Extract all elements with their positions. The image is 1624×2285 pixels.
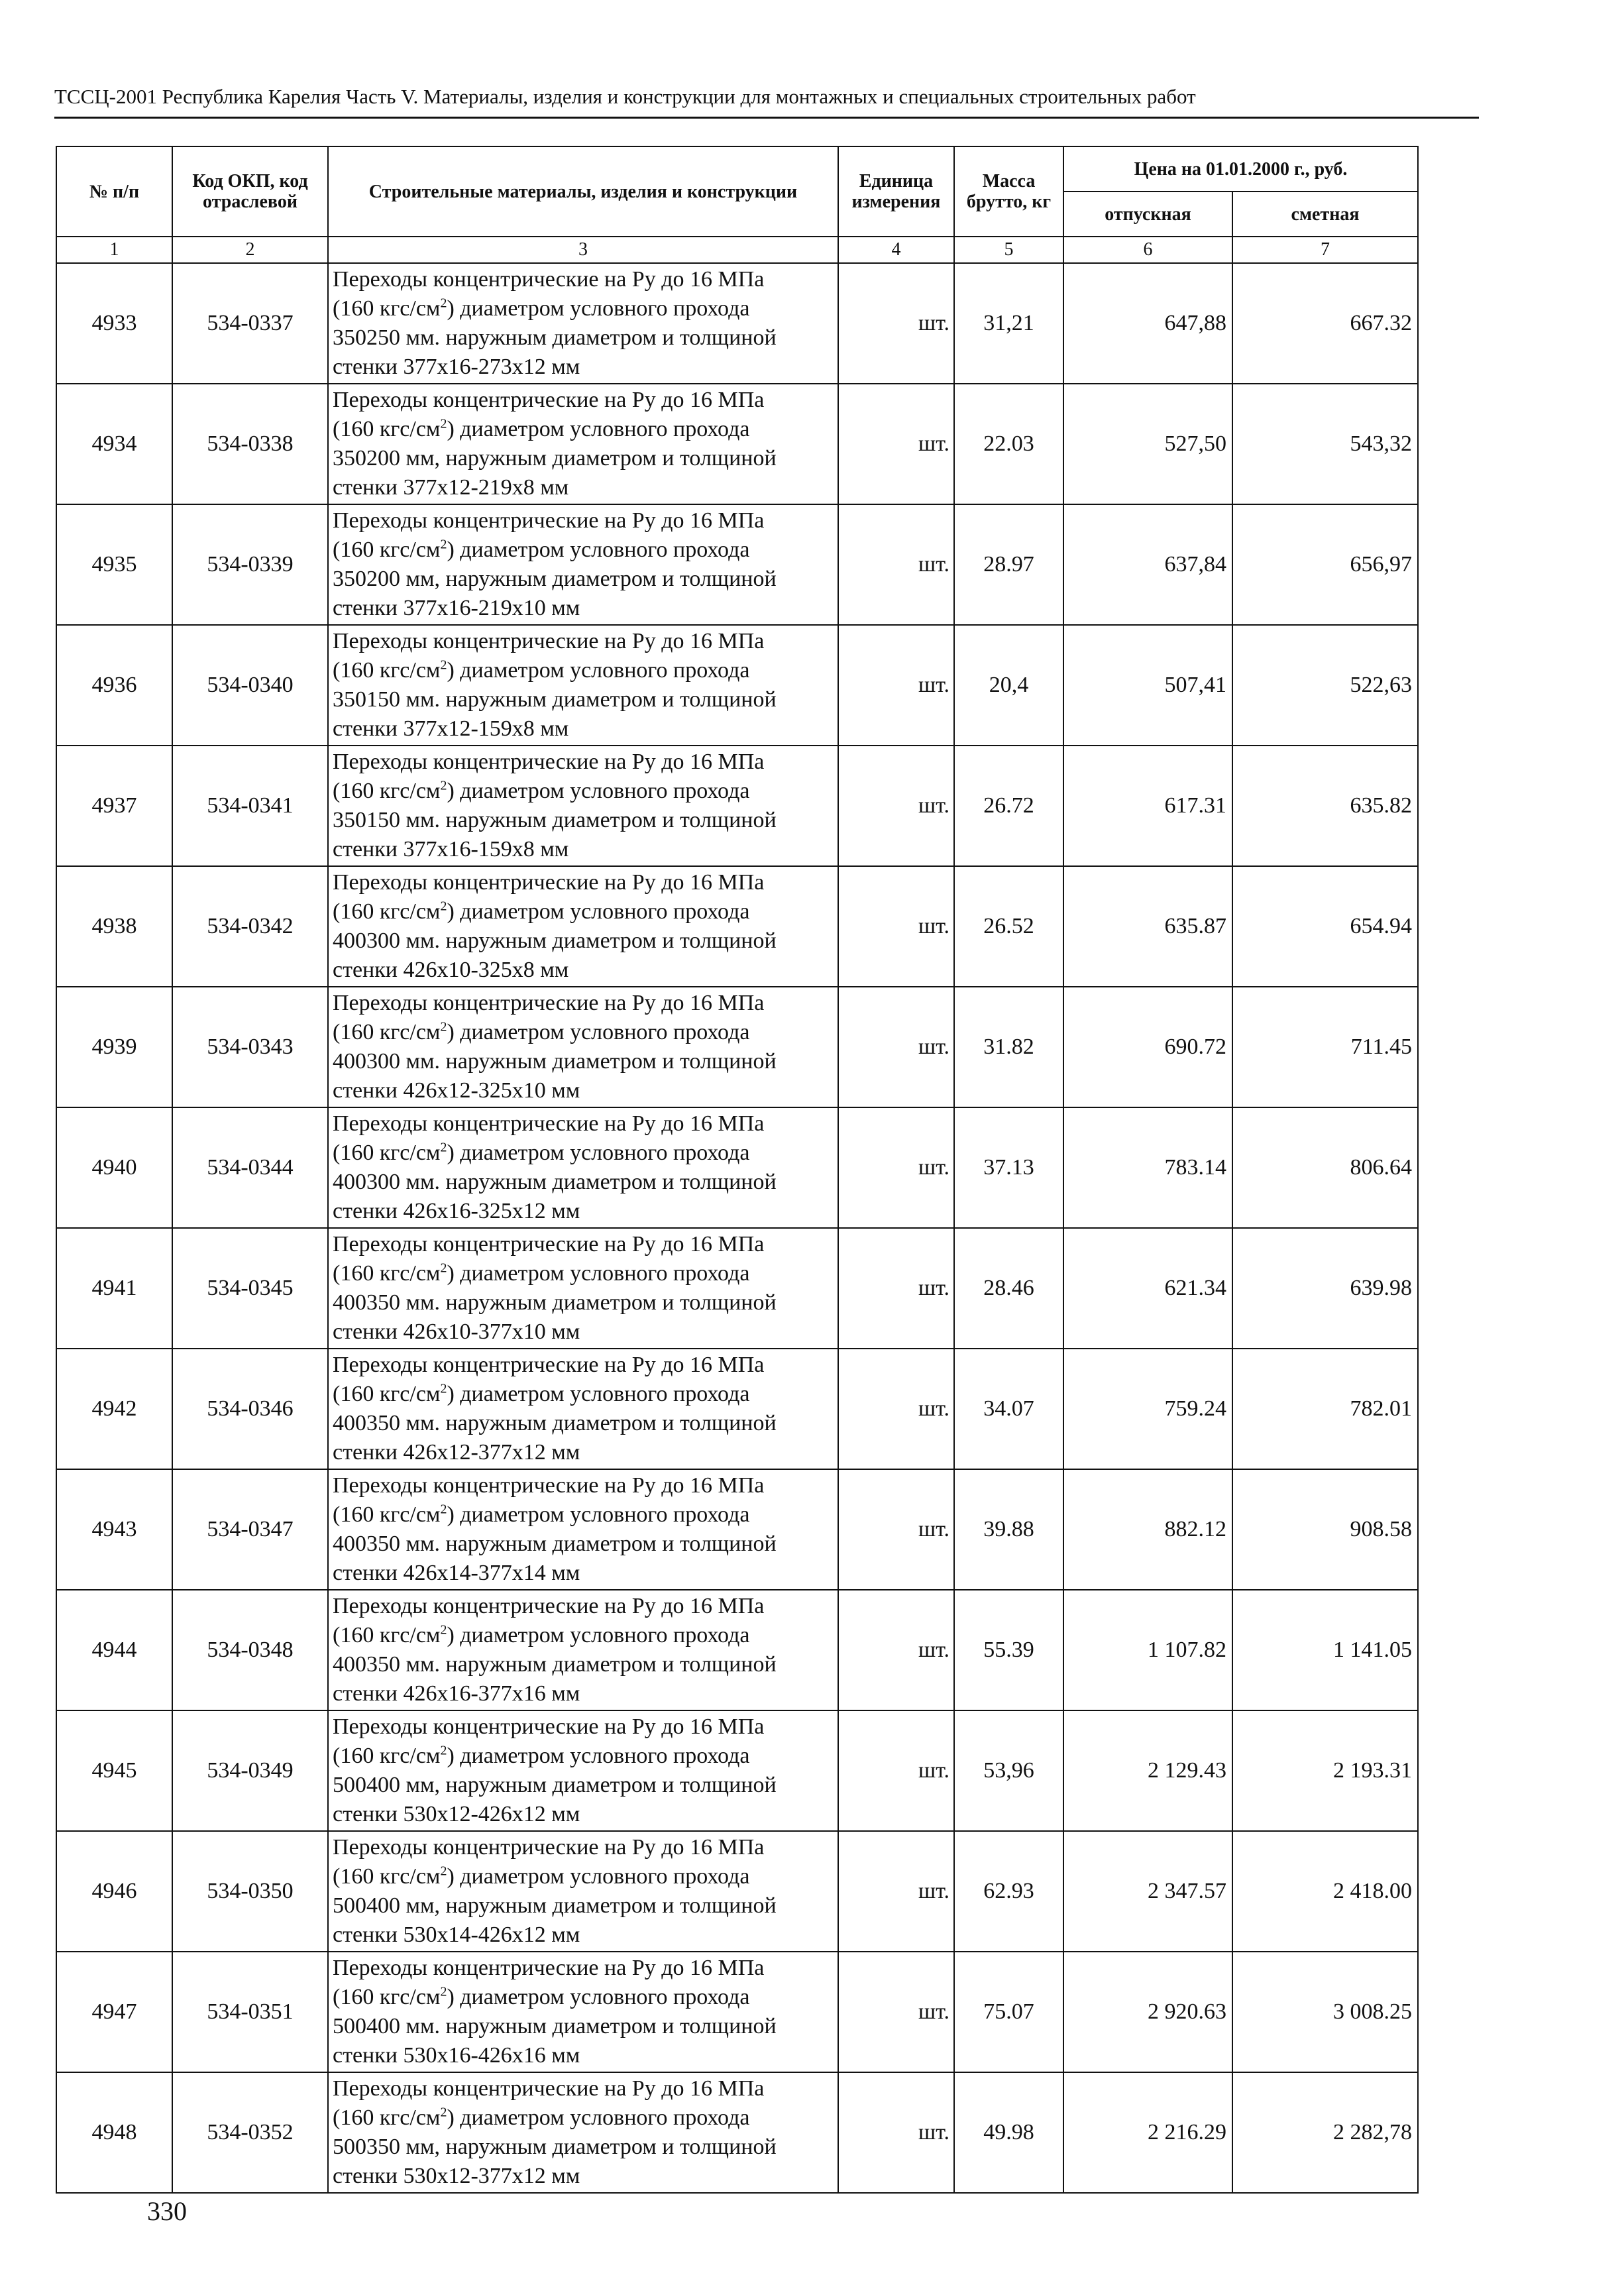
- mass: 75.07: [954, 1952, 1063, 2072]
- table-row: [56, 1952, 1418, 2072]
- desc-line: ) диаметром условного прохода: [447, 537, 750, 562]
- item-description: [328, 1228, 838, 1349]
- column-number-row: [56, 237, 1418, 263]
- superscript-2: 2: [440, 1140, 447, 1155]
- unit: шт.: [838, 263, 954, 384]
- unit: шт.: [838, 746, 954, 866]
- price-estimate: 908.58: [1232, 1469, 1418, 1590]
- column-number: 6: [1063, 237, 1232, 263]
- price-estimate: 711.45: [1232, 987, 1418, 1107]
- desc-line: Переходы концентрические на Ру до 16 МПа: [333, 1473, 765, 1498]
- row-number: 4947: [56, 1952, 172, 2072]
- price-estimate: 635.82: [1232, 746, 1418, 866]
- price-release: 635.87: [1063, 866, 1232, 987]
- mass: 49.98: [954, 2072, 1063, 2193]
- price-estimate: 782.01: [1232, 1349, 1418, 1469]
- unit: шт.: [838, 1469, 954, 1590]
- item-description: [328, 1590, 838, 1710]
- unit: шт.: [838, 625, 954, 746]
- price-estimate: 522,63: [1232, 625, 1418, 746]
- mass: 26.52: [954, 866, 1063, 987]
- price-release: 507,41: [1063, 625, 1232, 746]
- mass: 55.39: [954, 1590, 1063, 1710]
- row-number: 4940: [56, 1107, 172, 1228]
- superscript-2: 2: [440, 2105, 447, 2120]
- item-description: [328, 1107, 838, 1228]
- price-release: 783.14: [1063, 1107, 1232, 1228]
- superscript-2: 2: [440, 1622, 447, 1638]
- row-number: 4938: [56, 866, 172, 987]
- item-description: [328, 1349, 838, 1469]
- okp-code: 534-0348: [172, 1590, 328, 1710]
- table-row: [56, 1831, 1418, 1952]
- desc-line: (160 кгс/см: [333, 658, 441, 683]
- desc-line: Переходы концентрические на Ру до 16 МПа: [333, 1835, 765, 1860]
- table-body: [56, 263, 1418, 2193]
- col-header-price-estimate: сметная: [1232, 192, 1418, 237]
- mass: 62.93: [954, 1831, 1063, 1952]
- desc-line: 350200 мм, наружным диаметром и толщиной: [333, 446, 777, 471]
- table-row: [56, 866, 1418, 987]
- row-number: 4946: [56, 1831, 172, 1952]
- item-description: [328, 746, 838, 866]
- desc-line: (160 кгс/см: [333, 899, 441, 924]
- desc-line: ) диаметром условного прохода: [447, 1020, 750, 1044]
- desc-line: Переходы концентрические на Ру до 16 МПа: [333, 388, 765, 412]
- desc-line: (160 кгс/см: [333, 1020, 441, 1044]
- row-number: 4936: [56, 625, 172, 746]
- price-estimate: 2 282,78: [1232, 2072, 1418, 2193]
- superscript-2: 2: [440, 1864, 447, 1879]
- row-number: 4948: [56, 2072, 172, 2193]
- unit: шт.: [838, 2072, 954, 2193]
- mass: 26.72: [954, 746, 1063, 866]
- row-number: 4935: [56, 504, 172, 625]
- okp-code: 534-0352: [172, 2072, 328, 2193]
- row-number: 4945: [56, 1710, 172, 1831]
- unit: шт.: [838, 1349, 954, 1469]
- desc-line: 500400 мм, наружным диаметром и толщиной: [333, 1773, 777, 1797]
- okp-code: 534-0350: [172, 1831, 328, 1952]
- table-row: [56, 625, 1418, 746]
- desc-line: 500350 мм, наружным диаметром и толщиной: [333, 2135, 777, 2159]
- desc-line: ) диаметром условного прохода: [447, 1623, 750, 1647]
- item-description: [328, 1831, 838, 1952]
- mass: 31,21: [954, 263, 1063, 384]
- table-row: [56, 504, 1418, 625]
- mass: 39.88: [954, 1469, 1063, 1590]
- desc-line: 500400 мм. наружным диаметром и толщиной: [333, 2014, 777, 2038]
- column-number: 5: [954, 237, 1063, 263]
- superscript-2: 2: [440, 296, 447, 311]
- desc-line: 400350 мм. наружным диаметром и толщиной: [333, 1290, 777, 1315]
- desc-line: ) диаметром условного прохода: [447, 417, 750, 441]
- table-row: [56, 1107, 1418, 1228]
- row-number: 4933: [56, 263, 172, 384]
- okp-code: 534-0351: [172, 1952, 328, 2072]
- price-release: 690.72: [1063, 987, 1232, 1107]
- superscript-2: 2: [440, 657, 447, 673]
- page-number: 330: [147, 2196, 187, 2226]
- mass: 20,4: [954, 625, 1063, 746]
- table-row: [56, 1590, 1418, 1710]
- price-release: 2 216.29: [1063, 2072, 1232, 2193]
- price-estimate: 543,32: [1232, 384, 1418, 504]
- table-row: [56, 384, 1418, 504]
- price-estimate: 2 193.31: [1232, 1710, 1418, 1831]
- price-release: 2 920.63: [1063, 1952, 1232, 2072]
- desc-line: (160 кгс/см: [333, 1502, 441, 1527]
- price-estimate: 639.98: [1232, 1228, 1418, 1349]
- price-estimate: 1 141.05: [1232, 1590, 1418, 1710]
- unit: шт.: [838, 1831, 954, 1952]
- mass: 53,96: [954, 1710, 1063, 1831]
- price-release: 759.24: [1063, 1349, 1232, 1469]
- okp-code: 534-0346: [172, 1349, 328, 1469]
- desc-line: стенки 426х10-377х10 мм: [333, 1319, 580, 1344]
- col-header-price-release: отпускная: [1063, 192, 1232, 237]
- desc-line: ) диаметром условного прохода: [447, 1261, 750, 1286]
- header-divider: [54, 117, 1479, 119]
- desc-line: 350250 мм. наружным диаметром и толщиной: [333, 325, 777, 350]
- desc-line: стенки 426х16-325х12 мм: [333, 1199, 580, 1223]
- item-description: [328, 1469, 838, 1590]
- desc-line: (160 кгс/см: [333, 1985, 441, 2009]
- desc-line: ) диаметром условного прохода: [447, 1985, 750, 2009]
- desc-line: (160 кгс/см: [333, 1382, 441, 1406]
- desc-line: Переходы концентрические на Ру до 16 МПа: [333, 991, 765, 1015]
- item-description: [328, 384, 838, 504]
- item-description: [328, 987, 838, 1107]
- desc-line: стенки 530х14-426х12 мм: [333, 1923, 580, 1947]
- superscript-2: 2: [440, 1381, 447, 1396]
- row-number: 4944: [56, 1590, 172, 1710]
- item-description: [328, 2072, 838, 2193]
- col-header-unit: Единица измерения: [838, 146, 954, 237]
- unit: шт.: [838, 384, 954, 504]
- desc-line: (160 кгс/см: [333, 1744, 441, 1768]
- okp-code: 534-0341: [172, 746, 328, 866]
- desc-line: 400300 мм. наружным диаметром и толщиной: [333, 1049, 777, 1074]
- table-row: [56, 987, 1418, 1107]
- mass: 28.97: [954, 504, 1063, 625]
- table-row: [56, 1710, 1418, 1831]
- item-description: [328, 625, 838, 746]
- superscript-2: 2: [440, 1019, 447, 1034]
- desc-line: Переходы концентрические на Ру до 16 МПа: [333, 1956, 765, 1980]
- desc-line: 500400 мм, наружным диаметром и толщиной: [333, 1893, 777, 1918]
- column-number: 1: [56, 237, 172, 263]
- mass: 37.13: [954, 1107, 1063, 1228]
- col-header-mass: Масса брутто, кг: [954, 146, 1063, 237]
- desc-line: 400300 мм. наружным диаметром и толщиной: [333, 928, 777, 953]
- item-description: [328, 866, 838, 987]
- col-header-num: № п/п: [56, 146, 172, 237]
- desc-line: стенки 426х12-377х12 мм: [333, 1440, 580, 1465]
- row-number: 4941: [56, 1228, 172, 1349]
- okp-code: 534-0342: [172, 866, 328, 987]
- desc-line: (160 кгс/см: [333, 417, 441, 441]
- okp-code: 534-0349: [172, 1710, 328, 1831]
- desc-line: (160 кгс/см: [333, 1261, 441, 1286]
- mass: 22.03: [954, 384, 1063, 504]
- superscript-2: 2: [440, 1984, 447, 1999]
- desc-line: Переходы концентрические на Ру до 16 МПа: [333, 1111, 765, 1136]
- desc-line: 350150 мм. наружным диаметром и толщиной: [333, 808, 777, 832]
- unit: шт.: [838, 504, 954, 625]
- row-number: 4934: [56, 384, 172, 504]
- price-release: 647,88: [1063, 263, 1232, 384]
- desc-line: Переходы концентрические на Ру до 16 МПа: [333, 750, 765, 774]
- desc-line: Переходы концентрические на Ру до 16 МПа: [333, 2076, 765, 2101]
- desc-line: Переходы концентрические на Ру до 16 МПа: [333, 508, 765, 533]
- desc-line: стенки 377х12-159х8 мм: [333, 716, 569, 741]
- col-header-name: Строительные материалы, изделия и конструкции: [328, 146, 838, 237]
- price-release: 637,84: [1063, 504, 1232, 625]
- okp-code: 534-0347: [172, 1469, 328, 1590]
- desc-line: 350200 мм, наружным диаметром и толщиной: [333, 567, 777, 591]
- desc-line: 400300 мм. наружным диаметром и толщиной: [333, 1170, 777, 1194]
- desc-line: Переходы концентрические на Ру до 16 МПа: [333, 1353, 765, 1377]
- okp-code: 534-0344: [172, 1107, 328, 1228]
- superscript-2: 2: [440, 1743, 447, 1758]
- superscript-2: 2: [440, 1502, 447, 1517]
- desc-line: Переходы концентрические на Ру до 16 МПа: [333, 1594, 765, 1618]
- unit: шт.: [838, 1710, 954, 1831]
- desc-line: (160 кгс/см: [333, 2105, 441, 2130]
- desc-line: стенки 377х16-159х8 мм: [333, 837, 569, 862]
- item-description: [328, 263, 838, 384]
- row-number: 4942: [56, 1349, 172, 1469]
- desc-line: ) диаметром условного прохода: [447, 1502, 750, 1527]
- desc-line: (160 кгс/см: [333, 1623, 441, 1647]
- desc-line: ) диаметром условного прохода: [447, 1382, 750, 1406]
- desc-line: стенки 377х16-273х12 мм: [333, 355, 580, 379]
- desc-line: стенки 530х12-426х12 мм: [333, 1802, 580, 1826]
- item-description: [328, 504, 838, 625]
- table-row: [56, 746, 1418, 866]
- table-row: [56, 263, 1418, 384]
- superscript-2: 2: [440, 899, 447, 914]
- col-header-code: Код ОКП, код отраслевой: [172, 146, 328, 237]
- desc-line: ) диаметром условного прохода: [447, 1864, 750, 1889]
- item-description: [328, 1952, 838, 2072]
- column-number: 4: [838, 237, 954, 263]
- unit: шт.: [838, 1952, 954, 2072]
- price-table: [56, 146, 1419, 2194]
- unit: шт.: [838, 1107, 954, 1228]
- okp-code: 534-0345: [172, 1228, 328, 1349]
- desc-line: (160 кгс/см: [333, 1864, 441, 1889]
- desc-line: 400350 мм. наружным диаметром и толщиной: [333, 1532, 777, 1556]
- desc-line: ) диаметром условного прохода: [447, 296, 750, 321]
- desc-line: стенки 426х10-325х8 мм: [333, 958, 569, 982]
- price-estimate: 654.94: [1232, 866, 1418, 987]
- column-number: 7: [1232, 237, 1418, 263]
- desc-line: ) диаметром условного прохода: [447, 779, 750, 803]
- price-estimate: 667.32: [1232, 263, 1418, 384]
- desc-line: ) диаметром условного прохода: [447, 1744, 750, 1768]
- superscript-2: 2: [440, 1260, 447, 1276]
- desc-line: (160 кгс/см: [333, 1141, 441, 1165]
- price-release: 527,50: [1063, 384, 1232, 504]
- row-number: 4939: [56, 987, 172, 1107]
- desc-line: (160 кгс/см: [333, 537, 441, 562]
- price-release: 1 107.82: [1063, 1590, 1232, 1710]
- mass: 34.07: [954, 1349, 1063, 1469]
- price-release: 617.31: [1063, 746, 1232, 866]
- desc-line: 400350 мм. наружным диаметром и толщиной: [333, 1411, 777, 1435]
- superscript-2: 2: [440, 778, 447, 793]
- row-number: 4937: [56, 746, 172, 866]
- item-description: [328, 1710, 838, 1831]
- price-release: 2 129.43: [1063, 1710, 1232, 1831]
- table-row: [56, 1469, 1418, 1590]
- col-header-price-group: Цена на 01.01.2000 г., руб.: [1063, 146, 1418, 192]
- desc-line: Переходы концентрические на Ру до 16 МПа: [333, 870, 765, 895]
- table-header-row: [56, 146, 1418, 192]
- unit: шт.: [838, 1590, 954, 1710]
- desc-line: Переходы концентрические на Ру до 16 МПа: [333, 1232, 765, 1256]
- desc-line: стенки 426х12-325х10 мм: [333, 1078, 580, 1103]
- desc-line: Переходы концентрические на Ру до 16 МПа: [333, 629, 765, 653]
- unit: шт.: [838, 987, 954, 1107]
- okp-code: 534-0343: [172, 987, 328, 1107]
- desc-line: стенки 530х12-377х12 мм: [333, 2164, 580, 2188]
- superscript-2: 2: [440, 537, 447, 552]
- running-header: ТССЦ-2001 Республика Карелия Часть V. Материалы, изделия и конструкции для монтажных и специальных строительных работ: [54, 85, 1196, 108]
- desc-line: Переходы концентрические на Ру до 16 МПа: [333, 267, 765, 292]
- unit: шт.: [838, 1228, 954, 1349]
- price-estimate: 3 008.25: [1232, 1952, 1418, 2072]
- desc-line: Переходы концентрические на Ру до 16 МПа: [333, 1714, 765, 1739]
- desc-line: 350150 мм. наружным диаметром и толщиной: [333, 687, 777, 712]
- desc-line: стенки 377х12-219х8 мм: [333, 475, 569, 500]
- okp-code: 534-0339: [172, 504, 328, 625]
- desc-line: ) диаметром условного прохода: [447, 1141, 750, 1165]
- price-estimate: 656,97: [1232, 504, 1418, 625]
- price-release: 2 347.57: [1063, 1831, 1232, 1952]
- table-row: [56, 2072, 1418, 2193]
- okp-code: 534-0340: [172, 625, 328, 746]
- desc-line: (160 кгс/см: [333, 296, 441, 321]
- desc-line: ) диаметром условного прохода: [447, 2105, 750, 2130]
- price-release: 621.34: [1063, 1228, 1232, 1349]
- column-number: 3: [328, 237, 838, 263]
- table-row: [56, 1349, 1418, 1469]
- desc-line: стенки 530х16-426х16 мм: [333, 2043, 580, 2068]
- desc-line: стенки 377х16-219х10 мм: [333, 596, 580, 620]
- okp-code: 534-0338: [172, 384, 328, 504]
- unit: шт.: [838, 866, 954, 987]
- mass: 28.46: [954, 1228, 1063, 1349]
- column-number: 2: [172, 237, 328, 263]
- table-row: [56, 1228, 1418, 1349]
- price-release: 882.12: [1063, 1469, 1232, 1590]
- desc-line: стенки 426х14-377х14 мм: [333, 1561, 580, 1585]
- desc-line: ) диаметром условного прохода: [447, 899, 750, 924]
- price-estimate: 2 418.00: [1232, 1831, 1418, 1952]
- desc-line: (160 кгс/см: [333, 779, 441, 803]
- mass: 31.82: [954, 987, 1063, 1107]
- okp-code: 534-0337: [172, 263, 328, 384]
- desc-line: стенки 426х16-377х16 мм: [333, 1681, 580, 1706]
- row-number: 4943: [56, 1469, 172, 1590]
- superscript-2: 2: [440, 416, 447, 431]
- price-estimate: 806.64: [1232, 1107, 1418, 1228]
- desc-line: ) диаметром условного прохода: [447, 658, 750, 683]
- desc-line: 400350 мм. наружным диаметром и толщиной: [333, 1652, 777, 1677]
